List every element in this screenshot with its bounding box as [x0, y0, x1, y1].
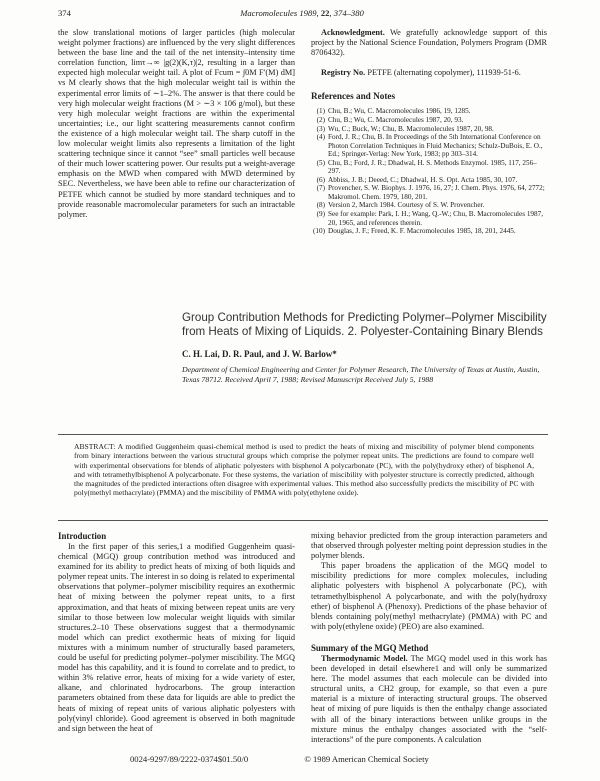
registry-text: PETFE (alternating copolymer), 111939-51-6. [367, 68, 521, 78]
references-heading: References and Notes [311, 91, 396, 102]
reference-item [311, 176, 547, 185]
reference-text: See for example: Park, I. H.; Wang, Q.-W.; Chu, B. Macromolecules 1987, 20, 1965, and references therein. [328, 210, 544, 227]
reference-item [311, 116, 547, 125]
reference-text: Chu, B.; Wu, C. Macromolecules 1987, 20, 93. [328, 116, 464, 125]
previous-article-column-left [58, 28, 295, 220]
reference-item [311, 159, 547, 176]
journal-citation [58, 8, 546, 18]
reference-number: (7) [316, 184, 325, 193]
introduction-heading: Introduction [58, 531, 107, 541]
reference-number: (1) [316, 107, 325, 116]
reference-text: Provencher, S. W. Biophys. J. 1976, 16, 27; J. Chem. Phys. 1976, 64, 2772; Makromol. Chem. 1979, 180, 201. [328, 184, 545, 201]
summary-heading: Summary of the MGQ Method [311, 642, 429, 653]
reference-number: (6) [316, 175, 325, 184]
page-footer [130, 754, 429, 764]
acknowledgment-text: We gratefully acknowledge support of this project by the National Science Foundation, Polymers Program (DMR 8706432). [311, 28, 547, 58]
article-authors: C. H. Lai, D. R. Paul, and J. W. Barlow* [182, 349, 337, 360]
journal-volume: 22 [320, 8, 330, 18]
reference-item [311, 201, 547, 210]
journal-name: Macromolecules [240, 8, 298, 18]
reference-item [311, 184, 547, 201]
reference-text: Chu, B.; Ford, J. R.; Dhadwal, H. S. Methods Enzymol. 1985, 117, 256–297. [328, 158, 537, 176]
journal-year: 1989, [299, 8, 319, 18]
running-header [58, 8, 546, 22]
reference-item [311, 227, 547, 236]
reference-item [311, 210, 547, 227]
reference-number: (10) [313, 227, 325, 236]
summary-paragraph [311, 654, 547, 745]
reference-number: (8) [316, 201, 325, 210]
registry-label: Registry No. [321, 68, 366, 78]
article-column-left [58, 531, 295, 734]
reference-number: (5) [316, 158, 325, 167]
reference-item [311, 125, 547, 134]
abstract-top-rule [58, 434, 548, 435]
registry-number [311, 68, 547, 78]
thermodynamic-model-runin: Thermodynamic Model. [321, 653, 408, 663]
journal-pages: , 374–380 [329, 8, 364, 18]
reference-number: (2) [316, 116, 325, 125]
article-header [182, 311, 552, 384]
reference-text: Wu, C.; Buck, W.; Chu, B. Macromolecules 1987, 20, 98. [328, 124, 494, 133]
introduction-paragraph-2: This paper broadens the application of the MGQ model to miscibility predictions for more complex molecules, including aliphatic polyesters with bisphenol A polycarbonate (PC), with tetramethylbisphenol A polycarbonate, and with the poly(hydroxy ether) of bisphenol A (Phenoxy). Predictions of the phase behavior of blends containing poly(methyl methacrylate) (PMMA) with PC and with poly(ethylene oxide) (PEO) are also examined. [311, 561, 547, 631]
reference-list [311, 107, 547, 235]
reference-text: Ford, J. R.; Chu, B. In Proceedings of the 5th International Conference on Photon Correlation Techniques in Fluid Mechanics; Schulz-DuBois, E. O., Ed.; Springer-Verlag: New York, 1983; pp 303–314. [328, 133, 543, 159]
introduction-text: In the first paper of this series,1 a modified Guggenheim quasi-chemical (MGQ) group contribution method was introduced and examined for its ability to predict heats of mixing of both liquids and polymer repeat units. The interest in so doing is related to experimental observations that polymer–polymer miscibility requires an exothermic heat of mixing between the polymer repeat units, to a first approximation, and that heats of mixing between repeat units are very similar to those between low molecular weight liquids with similar structures.2–10 These observations suggest that a thermodynamic model which can predict exothermic heats of mixing for liquid mixtures with a minimum number of structurally based parameters, could be useful for predicting polymer–polymer miscibility. The MGQ model has this capability, and it is found to correlate and to predict, to within 3% relative error, heats of mixing for a wide variety of ester, alkane, and chlorinated hydrocarbons. The group interaction parameters obtained from these data for liquids are able to predict the heats of mixing of repeat units of various aliphatic polyesters with poly(vinyl chloride). Good agreement is observed in both magnitude and sign between the heat of [58, 542, 295, 733]
summary-text: The MGQ model used in this work has been developed in detail elsewhere1 and will only be summarized here. The model assumes that each molecule can be divided into structural units, a CH2 group, for example, so that even a pure material is a mixture of interacting structural groups. The observed heat of mixing of pure liquids is then the enthalpy change associated with all of the binary interactions between unlike groups in the mixture minus the enthalpy changes associated with the “self-interactions” of the pure components. A calculation [311, 653, 547, 744]
reference-item [311, 107, 547, 116]
article-code: 0024-9297/89/2222-0374$01.50/0 [130, 754, 249, 764]
introduction-continuation: mixing behavior predicted from the group interaction parameters and that observed through polyester melting point depression studies in the polymer blends. [311, 531, 547, 561]
copyright: © 1989 American Chemical Society [304, 754, 429, 764]
abstract: ABSTRACT: A modified Guggenheim quasi-chemical method is used to predict the heats of mixing and miscibility of polymer blend components from binary interactions between the various structural groups which comprise the polymer repeat units. The predictions are found to compare well with experimental observations for blends of aliphatic polyesters with bisphenol A polycarbonate (PC), with the poly(hydroxy ether) of bisphenol A, and with tetramethylbisphenol A polycarbonate. For these systems, the variation of miscibility with polyester structure is correctly predicted, although the magnitudes of the predicted interactions often disagree with experimental values. This method also successfully predicts the miscibility of PC with poly(methyl methacrylate) (PMMA) and the miscibility of PMMA with poly(ethylene oxide). [74, 442, 534, 498]
acknowledgment [311, 28, 547, 58]
reference-text: Douglas, J. F.; Freed, K. F. Macromolecules 1985, 18, 201, 2445. [328, 227, 516, 236]
page-number: 374 [58, 8, 71, 18]
article-title: Group Contribution Methods for Predicting Polymer–Polymer Miscibility from Heats of Mixing of Liquids. 2. Polyester-Containing Binary Blends [182, 311, 547, 339]
reference-item [311, 133, 547, 159]
article-column-right [311, 531, 547, 745]
reference-number: (4) [316, 133, 325, 142]
article-affiliation: Department of Chemical Engineering and Center for Polymer Research, The University of Texas at Austin, Austin, Texas 78712. Received April 7, 1988; Revised Manuscript Received July 5, 1988 [182, 365, 540, 384]
reference-text: Version 2, March 1984. Courtesy of S. W. Provencher. [328, 201, 485, 210]
abstract-bottom-rule [58, 520, 548, 521]
reference-number: (9) [316, 210, 325, 219]
reference-text: Abbiss, J. B.; Deeed, C.; Dhadwal, H. S. Opt. Acta 1985, 30, 107. [328, 175, 518, 184]
acknowledgment-label: Acknowledgment. [321, 28, 385, 37]
reference-text: Chu, B.; Wu, C. Macromolecules 1986, 19, 1285. [328, 107, 471, 116]
previous-article-text: the slow translational motions of larger particles (high molecular weight polymer fractions) are influenced by the very slight differences between the base line and the tail of the net intensity–intensity time correlation function, limτ→∞ |g(2)(K,τ)|2, resulting in a larger than expected high molecular weight tail. A plot of Fcum = ∫0M F′(M) dM] vs M clearly shows that the high molecular weight tail is within the experimental error limits of ∼1–2%. The answer is that there could be very high molecular weight fractions (M > ∼3 × 106 g/mol), but these very high molecular weight fractions are within the experimental uncertainties; i.e., our light scattering measurements cannot confirm the existence of a high molecular weight tail. The sharp cutoff in the low molecular weight limits also represents a limitation of the light scattering technique since it cannot “see” small particles well because of their much lower scattering power. Our results put a weight-average emphasis on the MWD when compared with MWD determined by SEC. Nevertheless, we have been able to refine our characterization of PETFE which cannot be studied by more standard techniques and to provide reasonable macromolecular parameters for such an intractable polymer. [58, 28, 295, 219]
previous-article-column-right [311, 28, 547, 236]
reference-number: (3) [316, 124, 325, 133]
